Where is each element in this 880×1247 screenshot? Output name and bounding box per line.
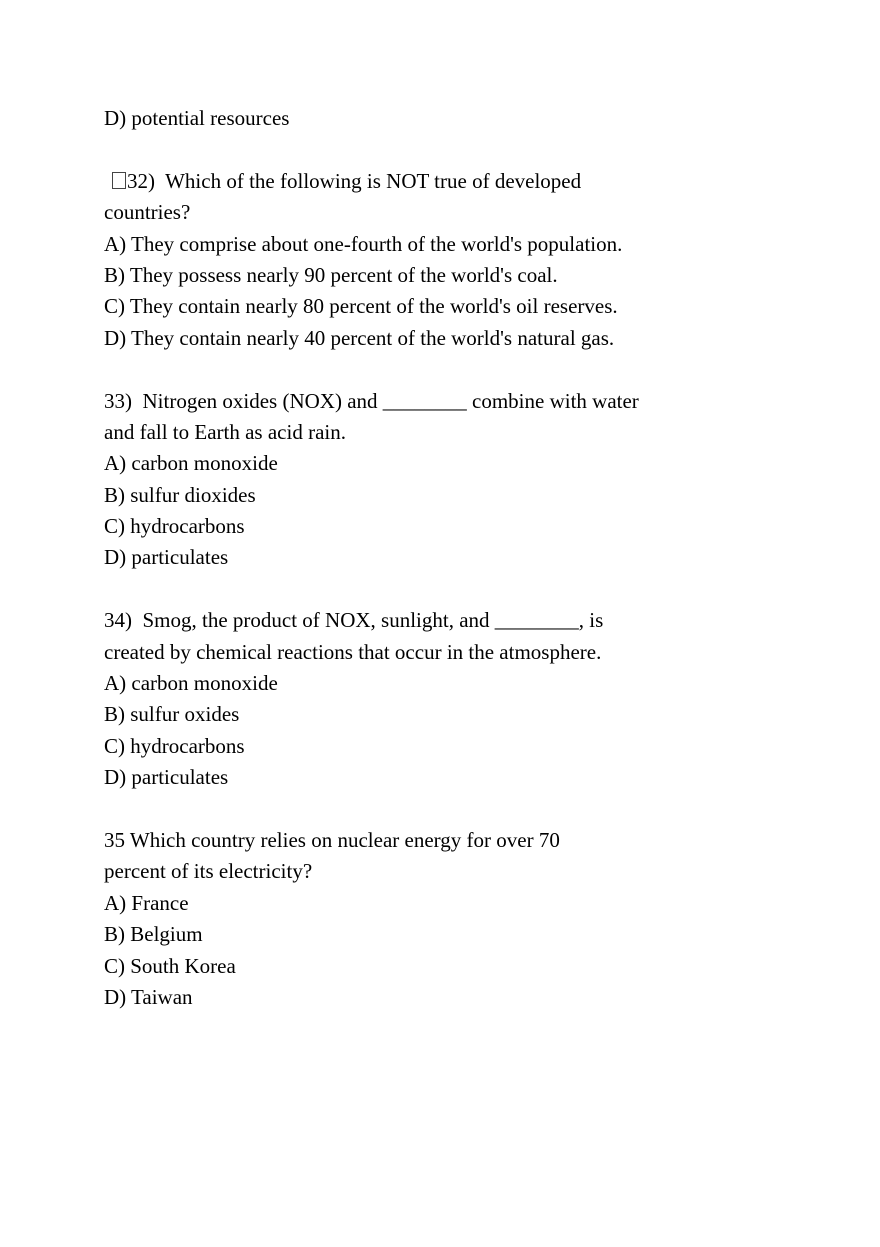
document-content xyxy=(104,103,804,1013)
question-stem-line: 34) Smog, the product of NOX, sunlight, and ________, is xyxy=(104,608,604,633)
question-32 xyxy=(104,166,804,354)
question-stem-line: created by chemical reactions that occur in the atmosphere. xyxy=(104,639,602,664)
answer-option: A) France xyxy=(104,890,189,915)
question-34 xyxy=(104,605,804,793)
spacer xyxy=(104,354,804,385)
answer-option: A) They comprise about one-fourth of the world's population. xyxy=(104,231,623,256)
question-stem-line: 32) Which of the following is NOT true of developed xyxy=(104,166,804,197)
answer-option: D) Taiwan xyxy=(104,984,193,1009)
answer-option: C) South Korea xyxy=(104,953,236,978)
spacer xyxy=(104,574,804,605)
question-stem-line: and fall to Earth as acid rain. xyxy=(104,419,346,444)
answer-option: B) They possess nearly 90 percent of the world's coal. xyxy=(104,262,558,287)
spacer xyxy=(104,134,804,165)
answer-option: C) They contain nearly 80 percent of the world's oil reserves. xyxy=(104,294,618,319)
answer-option: D) particulates xyxy=(104,765,229,790)
answer-option: A) carbon monoxide xyxy=(104,671,278,696)
answer-option: B) sulfur oxides xyxy=(104,702,240,727)
answer-option: D) They contain nearly 40 percent of the world's natural gas. xyxy=(104,325,615,350)
answer-option: B) Belgium xyxy=(104,922,203,947)
answer-option: B) sulfur dioxides xyxy=(104,482,256,507)
answer-option: D) potential resources xyxy=(104,106,290,130)
answer-option: C) hydrocarbons xyxy=(104,733,245,758)
question-stem-line: percent of its electricity? xyxy=(104,859,313,884)
answer-option: C) hydrocarbons xyxy=(104,514,245,539)
answer-option: D) particulates xyxy=(104,545,229,570)
question-stem-line: countries? xyxy=(104,200,191,225)
missing-glyph-box-icon xyxy=(112,172,126,189)
question-33 xyxy=(104,386,804,574)
question-35 xyxy=(104,825,804,1013)
spacer xyxy=(104,794,804,825)
answer-option: A) carbon monoxide xyxy=(104,451,278,476)
question-stem-line: 35 Which country relies on nuclear energy for over 70 xyxy=(104,827,560,852)
question-stem-line: 33) Nitrogen oxides (NOX) and ________ combine with water xyxy=(104,388,639,413)
